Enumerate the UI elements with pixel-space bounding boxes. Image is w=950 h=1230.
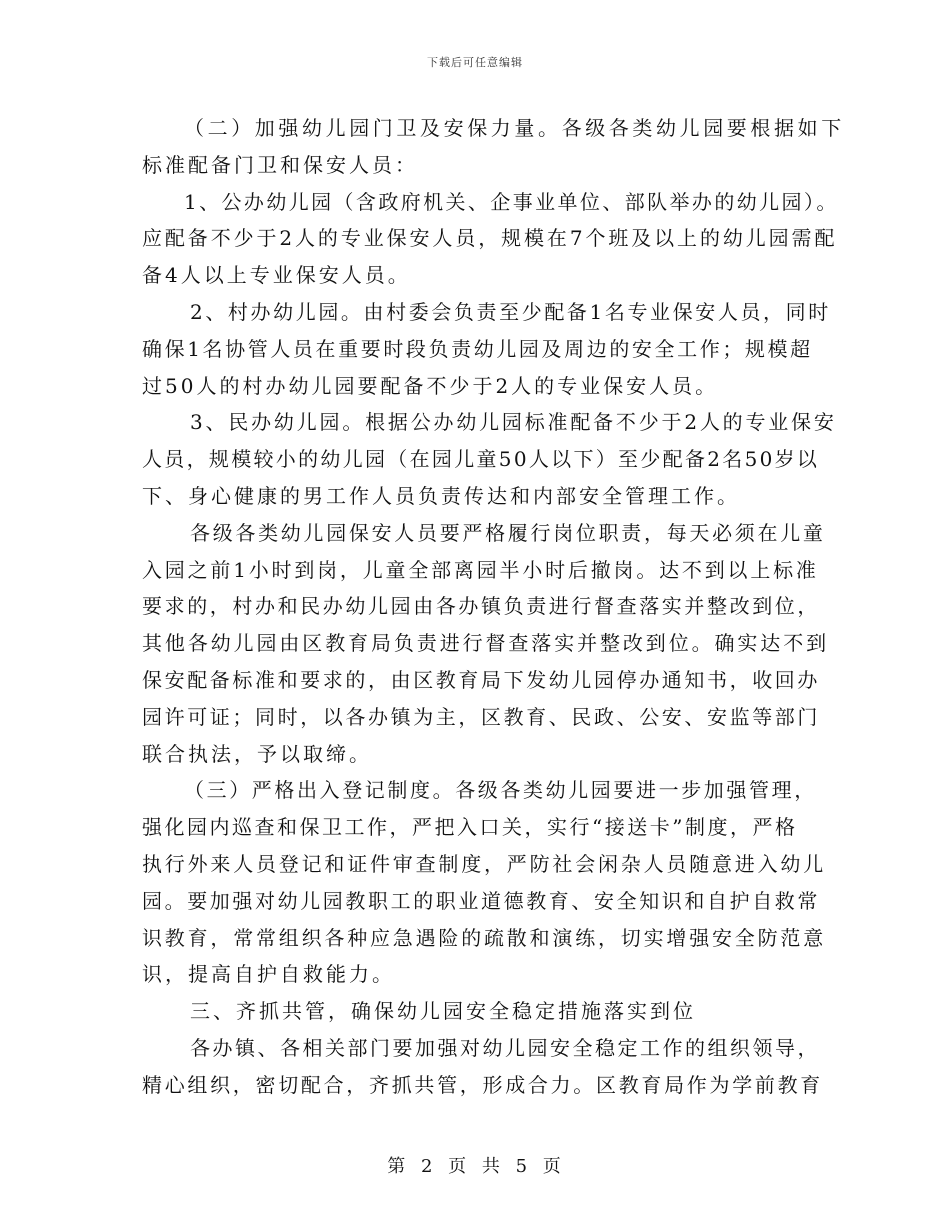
page-header: 下载后可任意编辑 <box>427 56 523 69</box>
paragraph-line: 下、身心健康的男工作人员负责传达和内部安全管理工作。 <box>142 483 740 508</box>
paragraph-line: 确保1名协管人员在重要时段负责幼儿园及周边的安全工作；规模超 <box>142 336 813 361</box>
paragraph-line: 过50人的村办幼儿园要配备不少于2人的专业保安人员。 <box>142 373 719 398</box>
paragraph-line: 保安配备标准和要求的，由区教育局下发幼儿园停办通知书，收回办 <box>142 667 820 692</box>
current-page-number: 2 <box>420 1156 435 1177</box>
total-label-prefix: 共 <box>481 1156 502 1177</box>
total-page-number: 5 <box>515 1156 530 1177</box>
paragraph-line: 联合执法，予以取缔。 <box>142 741 372 766</box>
paragraph-line: 各级各类幼儿园保安人员要严格履行岗位职责，每天必须在儿童 <box>190 520 826 545</box>
section-heading: 三、齐抓共管，确保幼儿园安全稳定措施落实到位 <box>190 999 696 1024</box>
paragraph-line: 标准配备门卫和保安人员： <box>142 152 418 177</box>
paragraph-line: 应配备不少于2人的专业保安人员，规模在7个班及以上的幼儿园需配 <box>142 226 838 251</box>
paragraph-line: 执行外来人员登记和证件审查制度，严防社会闲杂人员随意进入幼儿 <box>142 851 826 876</box>
paragraph-line: 精心组织，密切配合，齐抓共管，形成合力。区教育局作为学前教育 <box>142 1072 823 1097</box>
paragraph-line: 2、村办幼儿园。由村委会负责至少配备1名专业保安人员，同时 <box>190 299 831 324</box>
paragraph-line: 强化园内巡查和保卫工作，严把入口关，实行“接送卡”制度，严格 <box>142 815 798 840</box>
paragraph-line: 其他各幼儿园由区教育局负责进行督查落实并整改到位。确实达不到 <box>142 631 829 656</box>
paragraph-line: 各办镇、各相关部门要加强对幼儿园安全稳定工作的组织领导， <box>190 1035 820 1060</box>
paragraph-line: 园。要加强对幼儿园教职工的职业道德教育、安全知识和自护自救常 <box>142 888 820 913</box>
page-label-mid: 页 <box>448 1156 469 1177</box>
page-footer <box>0 1152 950 1178</box>
paragraph-line: 备4人以上专业保安人员。 <box>142 263 411 288</box>
document-body <box>142 110 845 1104</box>
paragraph-line: 要求的，村办和民办幼儿园由各办镇负责进行督查落实并整改到位， <box>142 594 820 619</box>
paragraph-line: 人员，规模较小的幼儿园（在园儿童50人以下）至少配备2名50岁以 <box>142 447 820 472</box>
paragraph-line: （三）严格出入登记制度。各级各类幼儿园要进一步加强管理， <box>184 778 817 803</box>
page-label-prefix: 第 <box>387 1156 408 1177</box>
paragraph-line: 3、民办幼儿园。根据公办幼儿园标准配备不少于2人的专业保安 <box>190 410 837 435</box>
paragraph-line: 识，提高自护自救能力。 <box>142 962 395 987</box>
paragraph-line: 园许可证；同时，以各办镇为主，区教育、民政、公安、安监等部门 <box>142 704 820 729</box>
paragraph-line: （二）加强幼儿园门卫及安保力量。各级各类幼儿园要根据如下 <box>184 116 845 140</box>
paragraph-line: 识教育，常常组织各种应急遇险的疏散和演练，切实增强安全防范意 <box>142 925 826 950</box>
page-label-suffix: 页 <box>542 1156 563 1177</box>
paragraph-line: 1、公办幼儿园（含政府机关、企事业单位、部队举办的幼儿园）。 <box>184 189 839 214</box>
paragraph-line: 入园之前1小时到岗，儿童全部离园半小时后撤岗。达不到以上标准 <box>142 557 819 582</box>
